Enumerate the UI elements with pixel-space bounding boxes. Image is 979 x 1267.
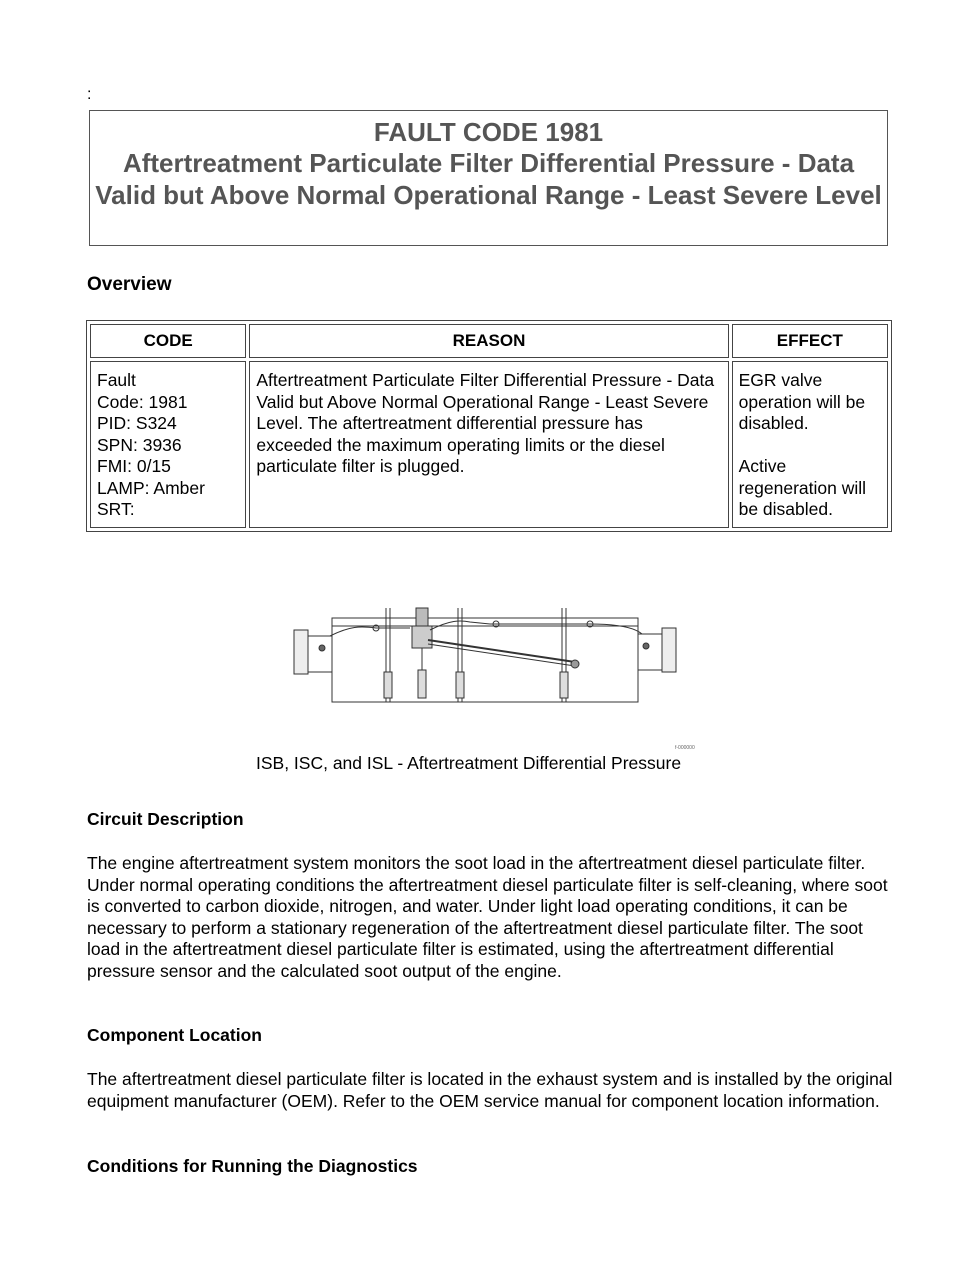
code-line: PID: S324 [97,413,177,433]
header-effect: EFFECT [732,324,888,358]
aftertreatment-diagram [290,600,680,710]
code-line: SPN: 3936 [97,434,182,455]
table-header-row [90,324,888,358]
code-line: Fault [97,370,136,390]
page-marker: : [87,86,92,103]
fault-code-title: FAULT CODE 1981 [373,117,604,147]
header-reason: REASON [249,324,728,358]
effect-regen: Active regeneration will be disabled. [738,456,867,519]
figure-number: f-000000 [675,745,695,751]
header-code: CODE [90,324,246,358]
code-cell [90,361,246,528]
code-line: Code: 1981 [97,391,188,412]
overview-heading: Overview [87,274,172,295]
figure-caption: ISB, ISC, and ISL - Aftertreatment Differential Pressure [256,753,682,773]
title-box [89,110,888,246]
reason-cell: Aftertreatment Particulate Filter Differential Pressure - Data Valid but Above Normal Operational Range - Least Severe Level. The aftertreatment differential pressure has exceeded the maximum operating limits or the diesel particulate filter is plugged. [249,361,728,528]
component-location-text: The aftertreatment diesel particulate filter is located in the exhaust system and is installed by the original equipment manufacturer (OEM). Refer to the OEM service manual for component location information. [87,1069,893,1111]
code-line: LAMP: Amber [97,477,205,498]
effect-cell [732,361,888,528]
code-line: FMI: 0/15 [97,456,171,476]
fault-code-table [86,320,892,532]
effect-egr: EGR valve operation will be disabled. [738,370,866,433]
code-line: SRT: [97,499,135,519]
conditions-heading: Conditions for Running the Diagnostics [87,1156,418,1176]
component-location-heading: Component Location [87,1025,262,1045]
circuit-description-heading: Circuit Description [87,809,244,829]
fault-code-description: Aftertreatment Particulate Filter Differential Pressure - Data Valid but Above Normal Operational Range - Least Severe Level [95,148,882,210]
table-row [90,361,888,528]
circuit-description-text: The engine aftertreatment system monitors the soot load in the aftertreatment diesel particulate filter. Under normal operating conditions the aftertreatment diesel particulate filter is self-cleaning, where soot is converted to carbon dioxide, nitrogen, and water. Under light load operating conditions, it can be necessary to perform a stationary regeneration of the aftertreatment diesel particulate filter. The soot load in the aftertreatment diesel particulate filter is estimated, using the aftertreatment differential pressure sensor and the calculated soot output of the engine. [87,853,888,981]
